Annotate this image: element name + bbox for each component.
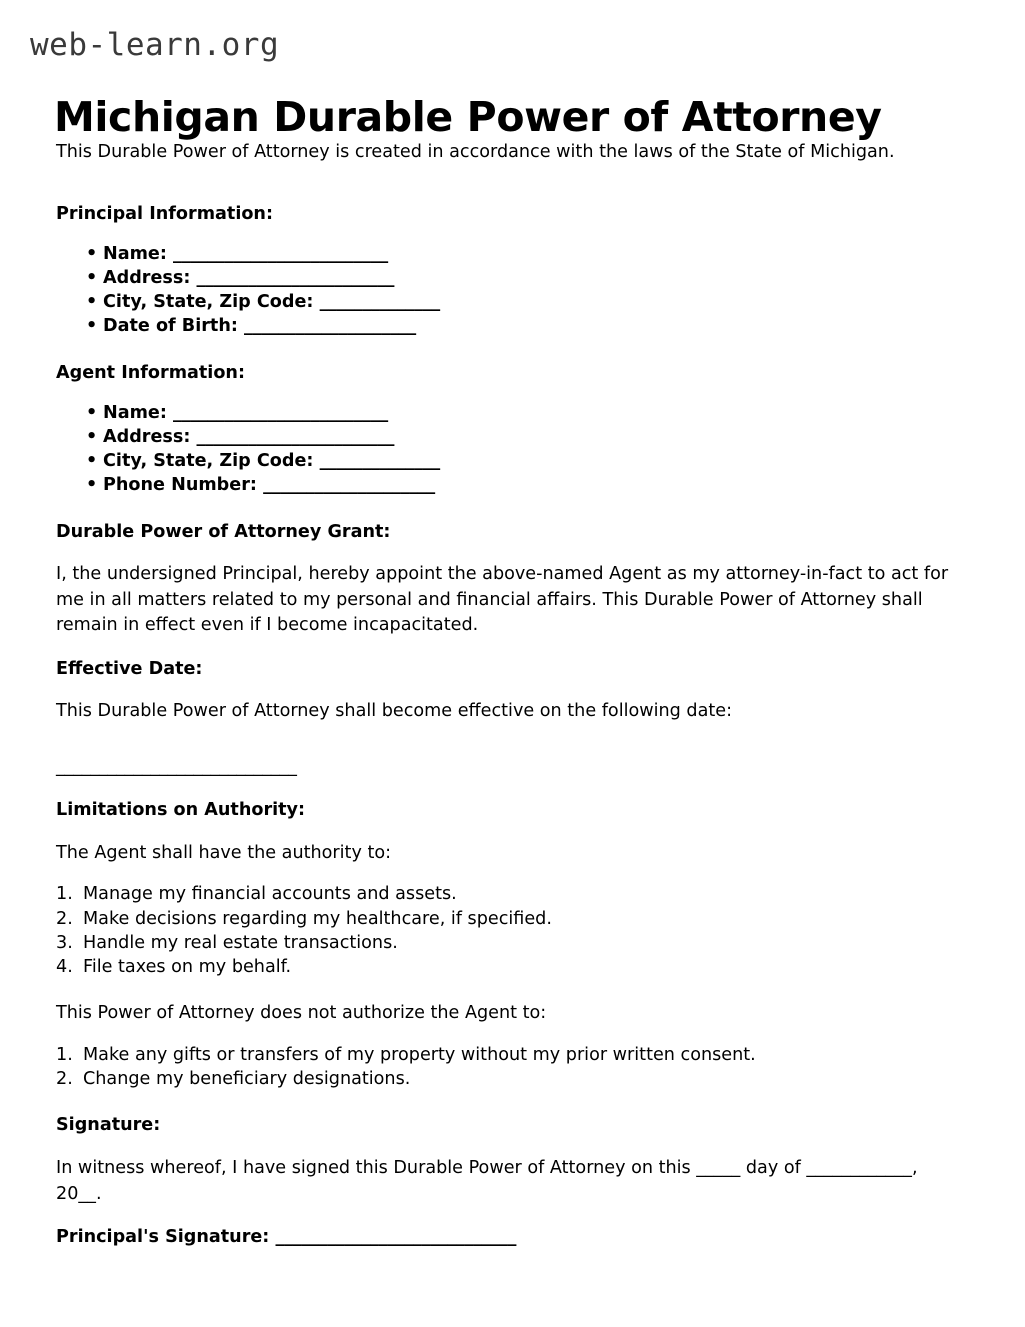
principal-information-heading: Principal Information: (56, 203, 273, 224)
page-title: Michigan Durable Power of Attorney (54, 93, 882, 142)
signature-heading: Signature: (56, 1115, 161, 1136)
prohibited-powers-list (56, 1043, 961, 1092)
principal-information-list (56, 242, 961, 338)
field-label: Phone Number: (103, 475, 257, 496)
witness-paragraph: In witness whereof, I have signed this Durable Power of Attorney on this _____ day of ____________, 20__. (56, 1158, 918, 1204)
intro-paragraph: This Durable Power of Attorney is created in accordance with the laws of the State of Michigan. (56, 142, 895, 162)
list-item (103, 401, 961, 425)
field-blank: _______________________ (196, 427, 395, 448)
authorized-intro: The Agent shall have the authority to: (56, 842, 392, 863)
agent-information-heading: Agent Information: (56, 362, 245, 383)
list-item (103, 425, 961, 449)
list-item: File taxes on my behalf. (83, 957, 292, 978)
effective-date-paragraph: This Durable Power of Attorney shall become effective on the following date: (56, 701, 733, 722)
field-blank: ______________ (319, 451, 440, 472)
principal-signature-blank: ____________________________ (275, 1227, 517, 1248)
list-item (103, 473, 961, 497)
limitations-heading: Limitations on Authority: (56, 800, 306, 821)
field-blank: ______________ (319, 292, 440, 313)
field-label: Name: (103, 244, 167, 265)
grant-heading: Durable Power of Attorney Grant: (56, 521, 391, 542)
field-label: City, State, Zip Code: (103, 451, 314, 472)
effective-date-heading: Effective Date: (56, 658, 203, 679)
list-item: Make any gifts or transfers of my property without my prior written consent. (83, 1044, 756, 1065)
field-blank: _________________________ (173, 403, 388, 424)
field-label: Date of Birth: (103, 316, 238, 337)
not-authorized-intro: This Power of Attorney does not authorize the Agent to: (56, 1003, 547, 1024)
grant-paragraph: I, the undersigned Principal, hereby appoint the above-named Agent as my attorney-in-fact to act for me in all matters related to my personal and financial affairs. This Durable Power of Attorney shall remain in effect even if I become incapacitated. (56, 564, 949, 636)
list-item: Make decisions regarding my healthcare, if specified. (83, 908, 552, 929)
authorized-powers-list (56, 882, 961, 979)
field-label: Name: (103, 403, 167, 424)
principal-signature-line (56, 1225, 961, 1251)
effective-date-blank: ____________________________ (56, 756, 297, 777)
list-item: Change my beneficiary designations. (83, 1069, 411, 1090)
agent-information-list (56, 401, 961, 497)
list-item (103, 290, 961, 314)
field-label: Address: (103, 268, 191, 289)
list-item (103, 266, 961, 290)
principal-signature-label: Principal's Signature: (56, 1227, 270, 1248)
field-blank: ____________________ (263, 475, 436, 496)
list-item: Manage my financial accounts and assets. (83, 884, 457, 905)
document-body (56, 140, 961, 1251)
list-item (103, 314, 961, 338)
list-item: Handle my real estate transactions. (83, 932, 398, 953)
list-item (103, 242, 961, 266)
field-label: Address: (103, 427, 191, 448)
field-blank: ____________________ (244, 316, 416, 337)
field-blank: _________________________ (173, 244, 388, 265)
list-item (103, 449, 961, 473)
field-blank: _______________________ (196, 268, 395, 289)
field-label: City, State, Zip Code: (103, 292, 314, 313)
site-watermark: web-learn.org (30, 27, 280, 63)
